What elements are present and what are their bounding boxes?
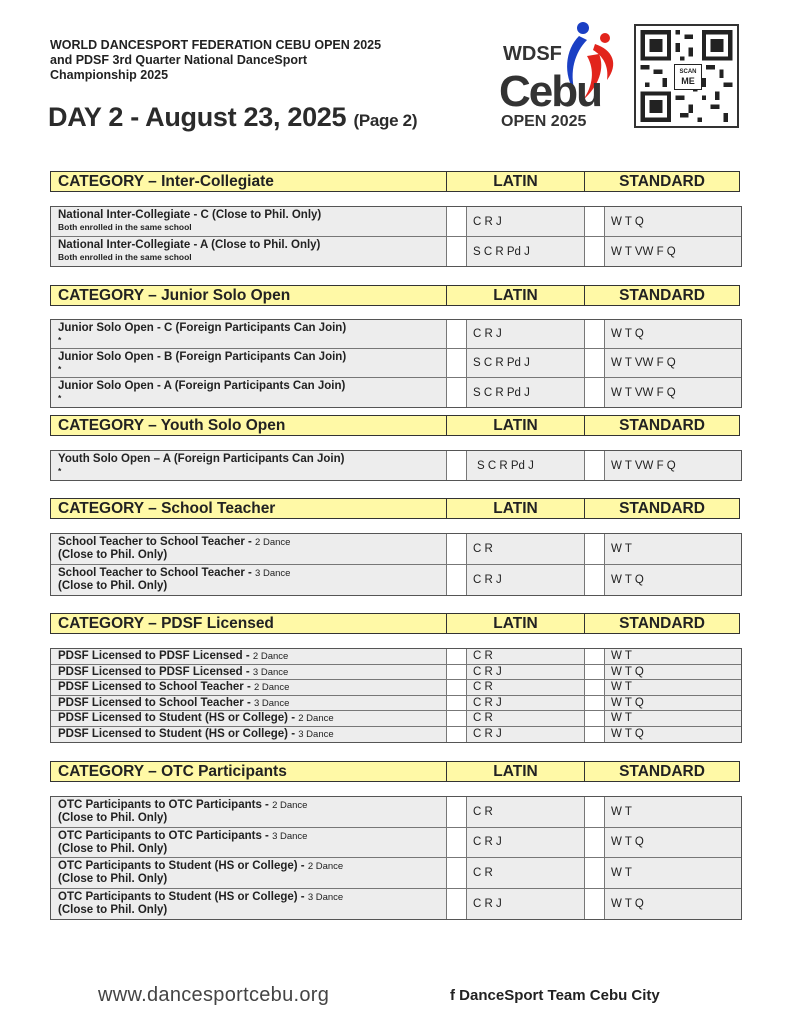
category-header-otc-participants (50, 761, 740, 782)
standard-checkbox[interactable] (585, 858, 605, 888)
category-title: CATEGORY – OTC Participants (51, 762, 447, 781)
standard-dances: W T (611, 805, 632, 818)
category-title: CATEGORY – Youth Solo Open (51, 416, 447, 435)
table-row (51, 727, 741, 743)
table-row (51, 889, 741, 920)
standard-dances: W T (611, 712, 632, 725)
category-header-youth-solo-open (50, 415, 740, 436)
latin-header: LATIN (447, 499, 585, 518)
event-name: OTC Participants to Student (HS or College) - 2 Dance (Close to Phil. Only) (51, 858, 447, 888)
table-row (51, 711, 741, 727)
standard-checkbox[interactable] (585, 451, 605, 480)
table-row (51, 680, 741, 696)
scan-me-badge (674, 64, 702, 90)
latin-dances: C R J (467, 889, 585, 920)
event-name: PDSF Licensed to PDSF Licensed - 3 Dance (51, 665, 447, 680)
latin-header: LATIN (447, 614, 585, 633)
standard-header: STANDARD (619, 287, 705, 304)
latin-dances: S C R Pd J (467, 378, 585, 407)
org-line-1: WORLD DANCESPORT FEDERATION CEBU OPEN 2025 (50, 38, 382, 52)
table-row (51, 797, 741, 828)
qr-scan-text: SCAN (679, 69, 697, 75)
standard-checkbox[interactable] (585, 237, 605, 266)
latin-dances: C R (467, 649, 585, 664)
latin-checkbox[interactable] (447, 665, 467, 680)
table-row (51, 320, 741, 349)
latin-dances: S C R Pd J (467, 349, 585, 377)
standard-checkbox[interactable] (585, 680, 605, 695)
table-row (51, 665, 741, 681)
table-row (51, 378, 741, 407)
logo-open-text: OPEN 2025 (501, 113, 587, 130)
latin-checkbox[interactable] (447, 680, 467, 695)
standard-dances: W T (611, 681, 632, 694)
latin-header: LATIN (447, 286, 585, 305)
standard-checkbox[interactable] (585, 711, 605, 726)
latin-checkbox[interactable] (447, 534, 467, 564)
qr-me-text: ME (681, 76, 695, 86)
latin-checkbox[interactable] (447, 711, 467, 726)
event-name: National Inter-Collegiate - C (Close to Phil. Only) Both enrolled in the same school (51, 207, 447, 236)
latin-dances: C R J (467, 207, 585, 236)
category-header-inter-collegiate (50, 171, 740, 192)
standard-checkbox[interactable] (585, 727, 605, 743)
latin-checkbox[interactable] (447, 565, 467, 595)
standard-dances: W T Q (611, 215, 644, 228)
latin-dances: C R J (467, 828, 585, 858)
standard-dances: W T Q (611, 696, 644, 709)
table-row (51, 207, 741, 237)
event-name: Youth Solo Open – A (Foreign Participants Can Join) * (51, 451, 447, 480)
standard-header: STANDARD (619, 417, 705, 434)
logo-cebu-text: Cebu (499, 67, 601, 116)
latin-checkbox[interactable] (447, 828, 467, 858)
standard-dances: W T Q (611, 328, 644, 340)
latin-dances: C R (467, 858, 585, 888)
standard-header: STANDARD (619, 500, 705, 517)
page-label: (Page 2) (353, 111, 418, 130)
category-title: CATEGORY – Junior Solo Open (51, 286, 447, 305)
latin-checkbox[interactable] (447, 797, 467, 827)
event-name: School Teacher to School Teacher - 3 Dance (Close to Phil. Only) (51, 565, 447, 595)
standard-checkbox[interactable] (585, 797, 605, 827)
category-header-junior-solo-open (50, 285, 740, 306)
latin-dances: S C R Pd J (467, 451, 585, 480)
latin-checkbox[interactable] (447, 349, 467, 377)
standard-checkbox[interactable] (585, 696, 605, 711)
org-line-2: and PDSF 3rd Quarter National DanceSport (50, 53, 307, 67)
table-row (51, 534, 741, 565)
table-pdsf-licensed (50, 648, 742, 743)
event-name: PDSF Licensed to School Teacher - 2 Dance (51, 680, 447, 695)
facebook-link[interactable] (450, 987, 660, 1004)
standard-checkbox[interactable] (585, 534, 605, 564)
table-row (51, 858, 741, 889)
facebook-name: DanceSport Team Cebu City (459, 987, 660, 1004)
category-title: CATEGORY – PDSF Licensed (51, 614, 447, 633)
website-link[interactable]: www.dancesportcebu.org (98, 984, 330, 1006)
standard-dances: W T (611, 866, 632, 879)
standard-dances: W T Q (611, 665, 644, 678)
latin-checkbox[interactable] (447, 320, 467, 348)
latin-checkbox[interactable] (447, 378, 467, 407)
qr-code[interactable] (634, 24, 739, 128)
standard-dances: W T Q (611, 836, 644, 849)
standard-dances: W T (611, 543, 632, 555)
standard-checkbox[interactable] (585, 889, 605, 920)
event-name: Junior Solo Open - C (Foreign Participants Can Join) * (51, 320, 447, 348)
latin-dances: C R J (467, 696, 585, 711)
standard-dances: W T VW F Q (611, 357, 676, 369)
latin-header: LATIN (447, 762, 585, 781)
category-title: CATEGORY – Inter-Collegiate (51, 172, 447, 191)
category-title: CATEGORY – School Teacher (51, 499, 447, 518)
standard-checkbox[interactable] (585, 565, 605, 595)
table-row (51, 565, 741, 595)
category-header-school-teacher (50, 498, 740, 519)
latin-dances: C R J (467, 320, 585, 348)
table-row (51, 349, 741, 378)
latin-checkbox[interactable] (447, 207, 467, 236)
standard-dances: W T VW F Q (611, 459, 676, 472)
event-name: PDSF Licensed to Student (HS or College) - 3 Dance (51, 727, 447, 743)
standard-header: STANDARD (619, 173, 705, 190)
table-row (51, 451, 741, 480)
event-name: PDSF Licensed to Student (HS or College) - 2 Dance (51, 711, 447, 726)
event-name: Junior Solo Open - A (Foreign Participants Can Join) * (51, 378, 447, 407)
table-row (51, 237, 741, 266)
event-name: Junior Solo Open - B (Foreign Participants Can Join) * (51, 349, 447, 377)
table-inter-collegiate (50, 206, 742, 267)
standard-dances: W T Q (611, 728, 644, 741)
standard-checkbox[interactable] (585, 349, 605, 377)
wdsf-cebu-logo (495, 20, 625, 130)
event-name: School Teacher to School Teacher - 2 Dance (Close to Phil. Only) (51, 534, 447, 564)
event-name: National Inter-Collegiate - A (Close to Phil. Only) Both enrolled in the same school (51, 237, 447, 266)
standard-dances: W T (611, 650, 632, 663)
standard-checkbox[interactable] (585, 649, 605, 664)
latin-checkbox[interactable] (447, 237, 467, 266)
logo-wdsf-text: WDSF (503, 43, 562, 65)
organizer-title (50, 38, 381, 83)
standard-dances: W T VW F Q (611, 386, 676, 399)
latin-checkbox[interactable] (447, 451, 467, 480)
category-header-pdsf-licensed (50, 613, 740, 634)
latin-dances: C R (467, 711, 585, 726)
standard-checkbox[interactable] (585, 207, 605, 236)
table-junior-solo-open (50, 319, 742, 408)
standard-dances: W T VW F Q (611, 245, 676, 258)
latin-dances: C R (467, 534, 585, 564)
latin-dances: C R (467, 680, 585, 695)
standard-header: STANDARD (619, 763, 705, 780)
standard-checkbox[interactable] (585, 378, 605, 407)
table-school-teacher (50, 533, 742, 596)
standard-checkbox[interactable] (585, 828, 605, 858)
org-line-3: Championship 2025 (50, 68, 169, 82)
standard-header: STANDARD (619, 615, 705, 632)
standard-checkbox[interactable] (585, 320, 605, 348)
standard-checkbox[interactable] (585, 665, 605, 680)
latin-checkbox[interactable] (447, 889, 467, 920)
latin-checkbox[interactable] (447, 696, 467, 711)
table-otc-participants (50, 796, 742, 920)
standard-dances: W T Q (611, 574, 644, 586)
day-title: DAY 2 - August 23, 2025 (48, 102, 347, 132)
latin-checkbox[interactable] (447, 858, 467, 888)
latin-dances: C R J (467, 727, 585, 743)
standard-dances: W T Q (611, 897, 644, 910)
event-name: OTC Participants to Student (HS or College) - 3 Dance (Close to Phil. Only) (51, 889, 447, 920)
event-name: PDSF Licensed to PDSF Licensed - 2 Dance (51, 649, 447, 664)
latin-checkbox[interactable] (447, 649, 467, 664)
page-title (48, 102, 417, 133)
latin-dances: C R J (467, 665, 585, 680)
table-row (51, 696, 741, 712)
latin-header: LATIN (447, 416, 585, 435)
latin-dances: S C R Pd J (467, 237, 585, 266)
latin-dances: C R J (467, 565, 585, 595)
table-row (51, 649, 741, 665)
event-name: OTC Participants to OTC Participants - 3 Dance (Close to Phil. Only) (51, 828, 447, 858)
table-row (51, 828, 741, 859)
event-name: OTC Participants to OTC Participants - 2 Dance (Close to Phil. Only) (51, 797, 447, 827)
table-youth-solo-open (50, 450, 742, 481)
event-name: PDSF Licensed to School Teacher - 3 Dance (51, 696, 447, 711)
latin-checkbox[interactable] (447, 727, 467, 743)
latin-header: LATIN (447, 172, 585, 191)
latin-dances: C R (467, 797, 585, 827)
facebook-icon: f (450, 987, 455, 1004)
